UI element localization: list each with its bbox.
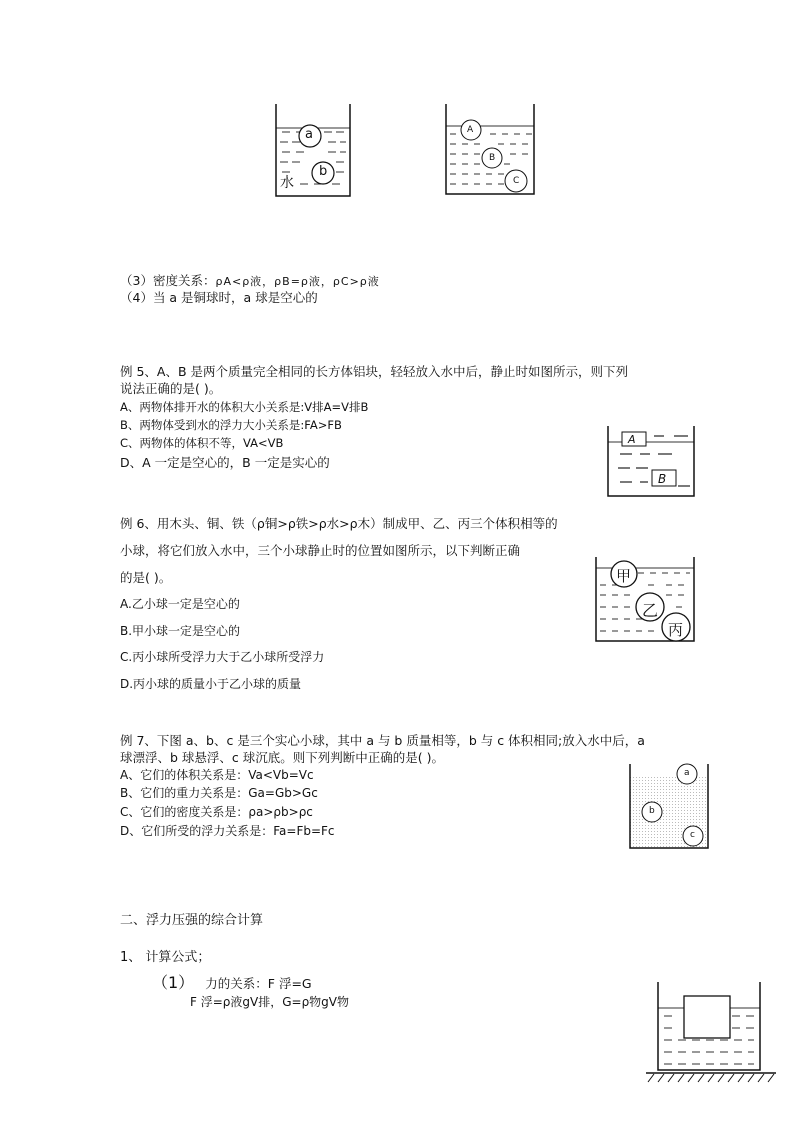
ex7-ball-c-label: c — [690, 830, 695, 840]
floating-block-figure — [640, 978, 780, 1088]
ex5-option-a: A、两物体排开水的体积大小关系是:V排A=V排B — [120, 400, 369, 414]
ball-b-label: b — [319, 164, 328, 179]
beaker-figure-ABC — [440, 100, 540, 200]
floating-block — [684, 996, 730, 1038]
ex7-option-a: A、它们的体积关系是：Va<Vb=Vc — [120, 768, 314, 782]
answer-line-3 — [120, 273, 380, 289]
ex5-option-c: C、两物体的体积不等，VA<VB — [120, 436, 284, 450]
ex7-ball-a-label: a — [684, 768, 690, 778]
ex7-question-line2: 球漂浮、b 球悬浮、c 球沉底。则下列判断中正确的是( )。 — [120, 750, 444, 765]
ex5-question-line1: 例 5、A、B 是两个质量完全相同的长方体铝块，轻轻放入水中后，静止时如图所示，则下列 — [120, 364, 629, 379]
ex5-option-d: D、A 一定是空心的，B 一定是实心的 — [120, 455, 330, 470]
ex6-option-b: B.甲小球一定是空心的 — [120, 624, 241, 638]
ball-a-label: a — [305, 127, 313, 142]
ex6-question-line3: 的是( )。 — [120, 570, 172, 585]
answer-3-density-relations: ρA<ρ液，ρB=ρ液，ρC>ρ液 — [215, 275, 380, 288]
sub-item-1-number: （1） — [152, 973, 195, 992]
ex6-option-c: C.丙小球所受浮力大于乙小球所受浮力 — [120, 650, 325, 664]
ex6-option-d: D.丙小球的质量小于乙小球的质量 — [120, 677, 302, 691]
ex6-option-a: A.乙小球一定是空心的 — [120, 597, 240, 611]
ball-yi-label: 乙 — [642, 601, 659, 620]
ex7-option-d: D、它们所受的浮力关系是：Fa=Fb=Fc — [120, 824, 335, 838]
ball-A-label: A — [467, 125, 474, 135]
answer-line-4: （4）当 a 是铜球时，a 球是空心的 — [120, 290, 318, 305]
block-A-label: A — [628, 433, 636, 446]
formula-item-1: 1、 计算公式； — [120, 950, 211, 965]
sub-item-1 — [152, 970, 312, 993]
ex7-option-b: B、它们的重力关系是：Ga=Gb>Gc — [120, 786, 318, 800]
ex5-option-b: B、两物体受到水的浮力大小关系是:FA>FB — [120, 418, 342, 432]
ball-bing-label: 丙 — [668, 621, 684, 639]
section2-heading: 二、浮力压强的综合计算 — [120, 913, 264, 928]
ex7-balls-figure — [624, 762, 714, 852]
sub-item-1-text: 力的关系：F 浮=G — [205, 976, 312, 991]
water-label: 水 — [280, 175, 294, 191]
block-B-label: B — [658, 472, 667, 486]
ex6-question-line1: 例 6、用木头、铜、铁（ρ铜>ρ铁>ρ水>ρ木）制成甲、乙、丙三个体积相等的 — [120, 516, 558, 531]
ex7-ball-b-label: b — [649, 806, 655, 816]
ball-jia-label: 甲 — [616, 567, 632, 585]
buoyancy-formula: F 浮=ρ液gV排，G=ρ物gV物 — [190, 995, 350, 1009]
ex6-question-line2: 小球，将它们放入水中，三个小球静止时的位置如图所示，以下判断正确 — [120, 543, 521, 558]
ball-C-label: C — [513, 176, 520, 186]
ex7-question-line1: 例 7、下图 a、b、c 是三个实心小球，其中 a 与 b 质量相等，b 与 c 体积相同;放入水中后，a — [120, 733, 645, 748]
ex7-option-c: C、它们的密度关系是：ρa>ρb>ρc — [120, 805, 313, 819]
ex5-question-line2: 说法正确的是( )。 — [120, 381, 222, 396]
ex5-blocks-figure — [602, 424, 698, 500]
answer-3-prefix: （3）密度关系： — [120, 273, 216, 288]
ball-B-label: B — [489, 153, 496, 163]
